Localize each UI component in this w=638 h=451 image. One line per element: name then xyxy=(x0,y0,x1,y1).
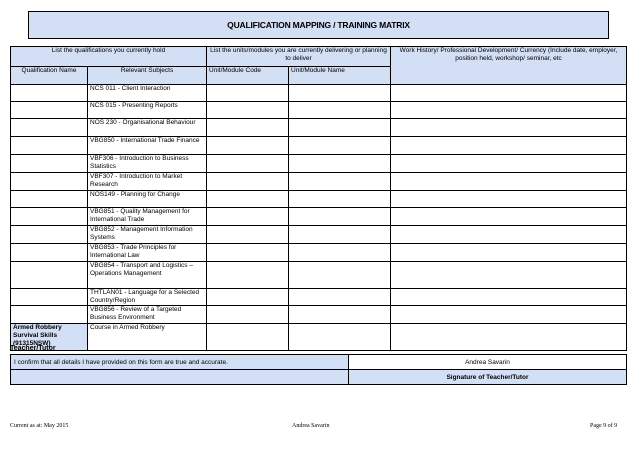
table-row xyxy=(11,226,627,244)
work-history-cell[interactable] xyxy=(391,324,627,351)
unit-code-cell[interactable] xyxy=(207,306,289,324)
qualification-cell[interactable] xyxy=(11,244,88,262)
header-work-history: Work History/ Professional Development/ Currency (Include date, employer, position held, workshop/ seminar, etc xyxy=(391,47,627,85)
unit-name-cell[interactable] xyxy=(289,85,391,102)
table-row xyxy=(11,262,627,289)
relevant-subject-cell[interactable]: VBG852 - Management Information Systems xyxy=(88,226,207,244)
unit-name-cell[interactable] xyxy=(289,119,391,137)
work-history-cell[interactable] xyxy=(391,85,627,102)
unit-name-cell[interactable] xyxy=(289,173,391,191)
header-relevant-subjects: Relevant Subjects xyxy=(88,67,207,85)
signature-label: Signature of Teacher/Tutor xyxy=(349,370,627,385)
unit-name-cell[interactable] xyxy=(289,306,391,324)
unit-code-cell[interactable] xyxy=(207,173,289,191)
header-unit-code: Unit/Module Code xyxy=(207,67,289,85)
footer-current-date: Current as at: May 2015 xyxy=(10,423,69,429)
qualification-cell[interactable] xyxy=(11,137,88,155)
signer-name-field[interactable]: Andrea Savarin xyxy=(349,355,627,370)
relevant-subject-cell[interactable]: VBG853 - Trade Principles for International Law xyxy=(88,244,207,262)
table-row xyxy=(11,244,627,262)
confirmation-spacer xyxy=(11,370,349,385)
unit-name-cell[interactable] xyxy=(289,289,391,306)
confirmation-table xyxy=(10,354,627,385)
work-history-cell[interactable] xyxy=(391,102,627,119)
unit-code-cell[interactable] xyxy=(207,262,289,289)
unit-code-cell[interactable] xyxy=(207,85,289,102)
qualification-cell[interactable] xyxy=(11,289,88,306)
unit-name-cell[interactable] xyxy=(289,262,391,289)
table-row xyxy=(11,324,627,351)
work-history-cell[interactable] xyxy=(391,289,627,306)
unit-code-cell[interactable] xyxy=(207,289,289,306)
confirmation-statement: I confirm that all details I have provided on this form are true and accurate. xyxy=(11,355,349,370)
unit-code-cell[interactable] xyxy=(207,244,289,262)
qualification-cell[interactable] xyxy=(11,173,88,191)
relevant-subject-cell[interactable]: NCS 015 - Presenting Reports xyxy=(88,102,207,119)
relevant-subject-cell[interactable]: NOS149 - Planning for Change xyxy=(88,191,207,208)
relevant-subject-cell[interactable]: VBG856 - Review of a Targeted Business Environment xyxy=(88,306,207,324)
unit-code-cell[interactable] xyxy=(207,191,289,208)
relevant-subject-cell[interactable]: VBF307 - Introduction to Market Research xyxy=(88,173,207,191)
header-qualification-name: Qualification Name xyxy=(11,67,88,85)
unit-name-cell[interactable] xyxy=(289,324,391,351)
relevant-subject-cell[interactable]: VBG850 - International Trade Finance xyxy=(88,137,207,155)
work-history-cell[interactable] xyxy=(391,155,627,173)
table-row xyxy=(11,306,627,324)
page-title: QUALIFICATION MAPPING / TRAINING MATRIX xyxy=(28,11,609,39)
footer-page-number: Page 9 of 9 xyxy=(590,423,618,429)
teacher-tutor-label: Teacher/Tutor xyxy=(10,345,56,352)
relevant-subject-cell[interactable]: Course in Armed Robbery xyxy=(88,324,207,351)
header-qualifications-hold: List the qualifications you currently hold xyxy=(11,47,207,67)
work-history-cell[interactable] xyxy=(391,262,627,289)
unit-code-cell[interactable] xyxy=(207,119,289,137)
unit-code-cell[interactable] xyxy=(207,324,289,351)
unit-name-cell[interactable] xyxy=(289,102,391,119)
qualification-cell[interactable] xyxy=(11,306,88,324)
qualification-cell[interactable]: Armed Robbery Survival Skills (91315NSW) xyxy=(11,324,88,351)
table-row xyxy=(11,289,627,306)
qualification-cell[interactable] xyxy=(11,155,88,173)
unit-name-cell[interactable] xyxy=(289,208,391,226)
qualification-cell[interactable] xyxy=(11,102,88,119)
qualification-cell[interactable] xyxy=(11,226,88,244)
unit-name-cell[interactable] xyxy=(289,191,391,208)
table-row xyxy=(11,208,627,226)
footer-author: Andrea Savarin xyxy=(292,423,330,429)
work-history-cell[interactable] xyxy=(391,173,627,191)
unit-code-cell[interactable] xyxy=(207,208,289,226)
relevant-subject-cell[interactable]: NCS 011 - Client Interaction xyxy=(88,85,207,102)
unit-code-cell[interactable] xyxy=(207,102,289,119)
relevant-subject-cell[interactable]: THTLAN01 - Language for a Selected Country/Region xyxy=(88,289,207,306)
qualification-cell[interactable] xyxy=(11,208,88,226)
relevant-subject-cell[interactable]: NOS 230 - Organisational Behaviour xyxy=(88,119,207,137)
qualification-cell[interactable] xyxy=(11,191,88,208)
relevant-subject-cell[interactable]: VBF306 - Introduction to Business Statistics xyxy=(88,155,207,173)
table-row xyxy=(11,191,627,208)
qualification-cell[interactable] xyxy=(11,262,88,289)
table-row xyxy=(11,102,627,119)
header-units-modules: List the units/modules you are currently delivering or planning to deliver xyxy=(207,47,391,67)
unit-name-cell[interactable] xyxy=(289,137,391,155)
table-row xyxy=(11,155,627,173)
unit-code-cell[interactable] xyxy=(207,137,289,155)
relevant-subject-cell[interactable]: VBG854 - Transport and Logistics – Operations Management xyxy=(88,262,207,289)
unit-name-cell[interactable] xyxy=(289,155,391,173)
work-history-cell[interactable] xyxy=(391,137,627,155)
unit-name-cell[interactable] xyxy=(289,226,391,244)
relevant-subject-cell[interactable]: VBG851 - Quality Management for International Trade xyxy=(88,208,207,226)
work-history-cell[interactable] xyxy=(391,226,627,244)
qualification-cell[interactable] xyxy=(11,85,88,102)
work-history-cell[interactable] xyxy=(391,119,627,137)
table-row xyxy=(11,85,627,102)
qualification-cell[interactable] xyxy=(11,119,88,137)
unit-code-cell[interactable] xyxy=(207,226,289,244)
header-unit-name: Unit/Module Name xyxy=(289,67,391,85)
work-history-cell[interactable] xyxy=(391,244,627,262)
table-row xyxy=(11,119,627,137)
work-history-cell[interactable] xyxy=(391,191,627,208)
table-row xyxy=(11,137,627,155)
work-history-cell[interactable] xyxy=(391,306,627,324)
work-history-cell[interactable] xyxy=(391,208,627,226)
table-row xyxy=(11,173,627,191)
unit-name-cell[interactable] xyxy=(289,244,391,262)
unit-code-cell[interactable] xyxy=(207,155,289,173)
training-matrix-table xyxy=(10,46,627,351)
